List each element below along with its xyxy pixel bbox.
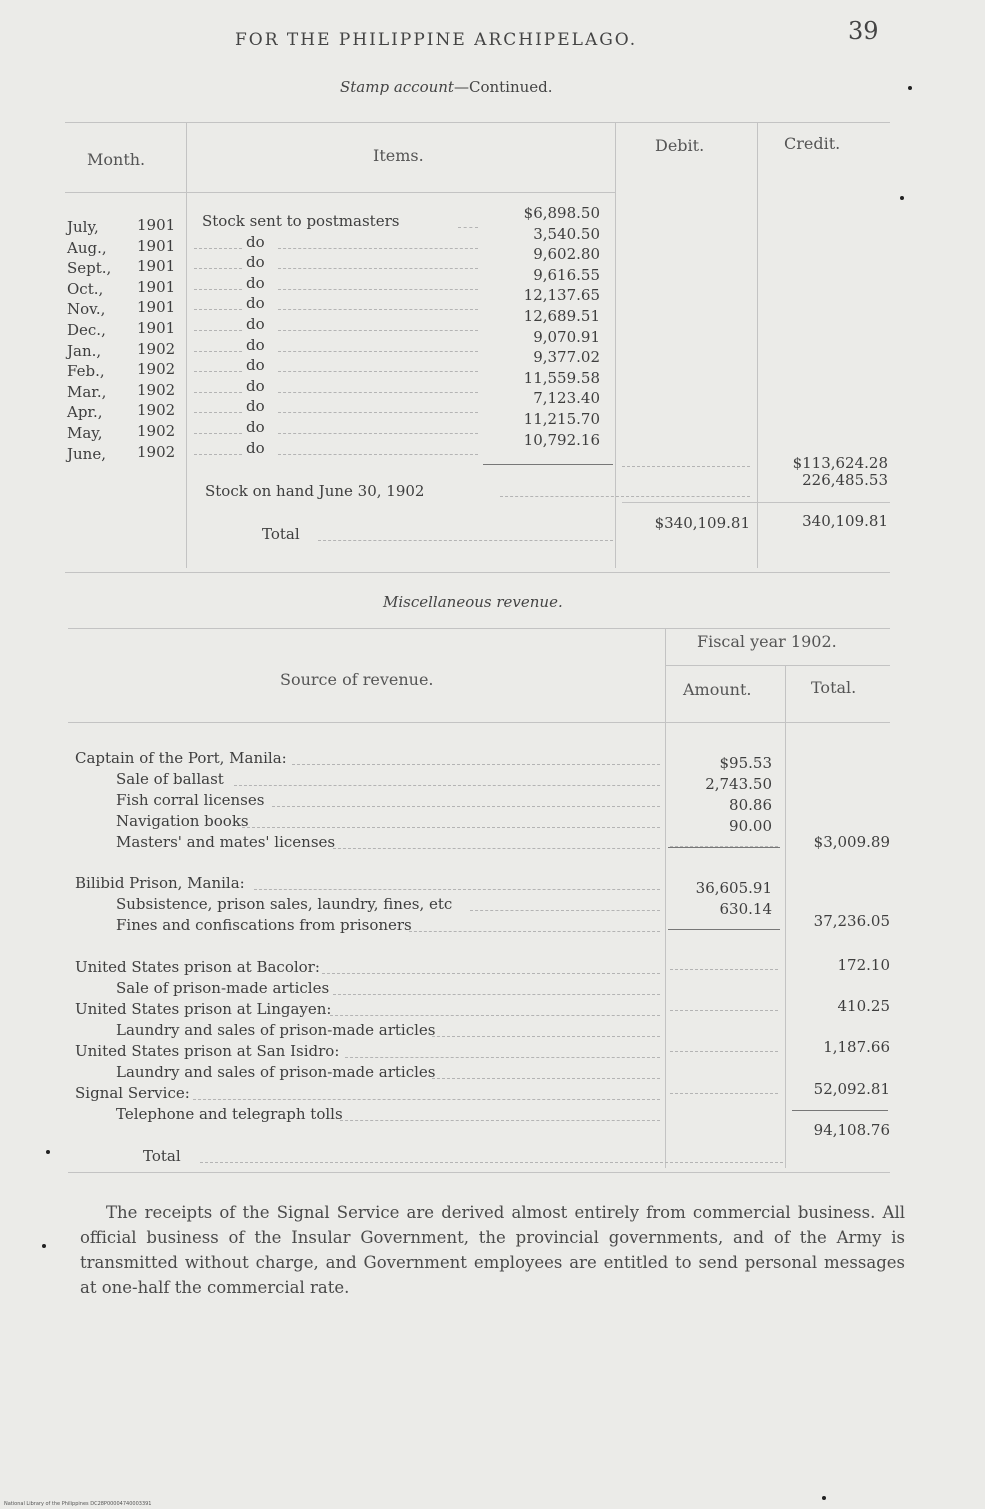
row-year: 1902: [137, 360, 176, 379]
leader-dots: [333, 848, 660, 849]
row-month: June,: [67, 444, 106, 463]
row-item: do: [246, 418, 265, 436]
row-item: do: [246, 376, 265, 395]
leader-dots: [278, 248, 478, 249]
leader-dots: [278, 351, 478, 352]
leader-dots: [234, 785, 660, 786]
misc-total-label: Total: [143, 1147, 181, 1165]
leader-dots: [272, 806, 660, 807]
row-item: do: [246, 335, 265, 354]
row-total: 52,092.81: [813, 1080, 890, 1098]
col-header-amount: Amount.: [683, 680, 752, 699]
row-month: Aug.,: [67, 238, 107, 257]
row-item: do: [246, 356, 265, 375]
row-item: do: [246, 397, 265, 416]
leader-dots: [670, 1093, 778, 1094]
revenue-source: United States prison at Lingayen:: [75, 1000, 332, 1018]
row-total: $3,009.89: [813, 833, 890, 851]
leader-dots: [432, 1078, 660, 1079]
column-divider: [665, 628, 666, 1168]
row-year: 1902: [137, 422, 176, 440]
column-divider: [785, 665, 786, 1168]
row-year: 1901: [137, 319, 176, 337]
leader-dots: [194, 433, 242, 434]
stock-on-hand-label: Stock on hand June 30, 1902: [205, 482, 425, 500]
row-amount: 10,792.16: [523, 430, 600, 449]
revenue-source: Signal Service:: [75, 1084, 190, 1102]
row-year: 1901: [137, 298, 176, 317]
row-amount: 2,743.50: [705, 775, 772, 793]
leader-dots: [254, 889, 660, 890]
leader-dots: [432, 1036, 660, 1037]
row-amount: 11,559.58: [523, 368, 600, 387]
row-total: 37,236.05: [813, 912, 890, 930]
scan-speck: [42, 1244, 46, 1248]
scan-speck: [900, 196, 904, 200]
stock-on-hand-credit: 226,485.53: [802, 471, 888, 489]
revenue-item: Telephone and telegraph tolls: [116, 1105, 343, 1123]
row-total: 172.10: [837, 956, 890, 974]
leader-dots: [670, 1010, 778, 1011]
leader-dots: [409, 931, 660, 932]
leader-dots: [278, 330, 478, 331]
leader-dots: [278, 433, 478, 434]
revenue-item: Masters' and mates' licenses: [116, 833, 336, 851]
row-year: 1902: [137, 339, 176, 358]
leader-dots: [194, 289, 242, 290]
row-amount: 36,605.91: [695, 879, 772, 897]
row-year: 1901: [137, 216, 176, 234]
leader-dots: [242, 827, 660, 828]
row-month: Feb.,: [67, 362, 105, 381]
leader-dots: [318, 540, 613, 541]
running-header: FOR THE PHILIPPINE ARCHIPELAGO.: [235, 30, 638, 50]
leader-dots: [345, 1057, 660, 1058]
row-month: July,: [67, 218, 99, 236]
col-header-fiscal-year: Fiscal year 1902.: [697, 632, 837, 651]
leader-dots: [194, 351, 242, 352]
header-bottom-rule: [68, 722, 890, 723]
leader-dots: [278, 371, 478, 372]
row-amount: 3,540.50: [533, 224, 600, 243]
page-number: 39: [848, 17, 879, 45]
row-amount: 7,123.40: [533, 389, 600, 408]
row-amount: 11,215.70: [523, 410, 600, 428]
table-top-rule: [68, 628, 890, 629]
leader-dots: [194, 309, 242, 310]
row-item: Stock sent to postmasters: [202, 212, 400, 230]
row-amount: 630.14: [719, 900, 772, 918]
revenue-item: Subsistence, prison sales, laundry, fines, etc: [116, 895, 453, 913]
total-rule: [622, 502, 890, 503]
row-month: Jan.,: [67, 341, 102, 360]
leader-dots: [670, 1051, 778, 1052]
leader-dots: [322, 973, 660, 974]
column-divider: [186, 122, 187, 568]
scan-speck: [822, 1496, 826, 1500]
row-amount: $95.53: [719, 754, 772, 772]
leader-dots: [458, 227, 478, 228]
row-amount: $6,898.50: [523, 204, 600, 222]
leader-dots: [340, 1120, 660, 1121]
revenue-source: United States prison at San Isidro:: [75, 1042, 340, 1060]
col-header-debit: Debit.: [655, 136, 705, 155]
misc-total-value: 94,108.76: [813, 1121, 890, 1139]
leader-dots: [622, 466, 750, 467]
row-month: Sept.,: [67, 259, 112, 278]
leader-dots: [278, 309, 478, 310]
row-month: Apr.,: [67, 403, 103, 422]
row-month: Dec.,: [67, 321, 106, 339]
row-year: 1901: [137, 277, 176, 296]
leader-dots: [333, 994, 660, 995]
leader-dots: [670, 969, 778, 970]
row-amount: 12,689.51: [523, 307, 600, 325]
row-year: 1901: [137, 257, 176, 276]
row-amount: 9,377.02: [533, 348, 600, 367]
stamp-caption-rest: —Continued.: [453, 78, 553, 96]
revenue-item: Fish corral licenses: [116, 791, 265, 809]
leader-dots: [194, 371, 242, 372]
leader-dots: [194, 248, 242, 249]
row-year: 1902: [137, 380, 176, 399]
table-bottom-rule: [65, 572, 890, 573]
sum-rule: [668, 847, 780, 848]
col-header-total: Total.: [811, 678, 857, 697]
leader-dots: [194, 454, 242, 455]
row-total: 1,187.66: [823, 1038, 890, 1056]
column-divider: [615, 122, 616, 568]
row-month: Mar.,: [67, 382, 107, 401]
row-amount: 12,137.65: [523, 286, 600, 305]
row-item: do: [246, 253, 265, 272]
row-total: 410.25: [837, 997, 890, 1015]
revenue-source: Captain of the Port, Manila:: [75, 749, 287, 767]
fiscal-header-rule: [665, 665, 890, 666]
row-item: do: [246, 294, 265, 313]
leader-dots: [330, 1015, 660, 1016]
scan-speck: [46, 1150, 50, 1154]
col-header-credit: Credit.: [784, 134, 841, 153]
sum-rule: [483, 464, 613, 465]
leader-dots: [194, 268, 242, 269]
revenue-item: Fines and confiscations from prisoners: [116, 916, 412, 934]
revenue-source: Bilibid Prison, Manila:: [75, 874, 245, 892]
misc-revenue-caption: Miscellaneous revenue.: [383, 593, 563, 611]
sum-rule: [668, 929, 780, 930]
revenue-item: Navigation books: [116, 812, 249, 830]
row-item: do: [246, 232, 265, 251]
row-item: do: [246, 438, 265, 457]
revenue-item: Laundry and sales of prison-made articles: [116, 1063, 436, 1081]
row-amount: 90.00: [729, 817, 772, 835]
closing-paragraph: The receipts of the Signal Service are derived almost entirely from commercial business. All official business of the Insular Government, the provincial governments, and of the Army is transmitted without charge, and Government employees are entitled to send personal messages at one-half the commercial rate.: [80, 1203, 905, 1297]
stamp-total-label: Total: [262, 525, 300, 543]
leader-dots: [193, 1099, 660, 1100]
row-month: Oct.,: [67, 279, 104, 298]
header-bottom-rule: [65, 192, 615, 193]
revenue-item: Sale of ballast: [116, 770, 224, 788]
col-header-items: Items.: [373, 146, 424, 165]
scan-footer: National Library of the Philippines DC28P00004740003391: [4, 1501, 152, 1507]
leader-dots: [194, 392, 242, 393]
row-year: 1902: [137, 442, 176, 461]
leader-dots: [278, 412, 478, 413]
leader-dots: [470, 910, 660, 911]
table-top-rule: [65, 122, 890, 123]
stamp-total-credit: 340,109.81: [802, 512, 888, 530]
leader-dots: [278, 454, 478, 455]
credit-subtotal: $113,624.28: [792, 454, 888, 472]
row-year: 1902: [137, 401, 176, 420]
revenue-item: Laundry and sales of prison-made articles: [116, 1021, 436, 1039]
row-item: do: [246, 315, 265, 333]
leader-dots: [200, 1162, 783, 1163]
row-month: May,: [67, 424, 103, 442]
leader-dots: [194, 412, 242, 413]
row-amount: 80.86: [729, 796, 772, 814]
row-amount: 9,602.80: [533, 245, 600, 264]
leader-dots: [194, 330, 242, 331]
row-year: 1901: [137, 236, 176, 255]
leader-dots: [278, 289, 478, 290]
row-amount: 9,070.91: [533, 327, 600, 346]
col-header-source: Source of revenue.: [280, 670, 434, 689]
revenue-item: Sale of prison-made articles: [116, 979, 330, 997]
row-item: do: [246, 273, 265, 292]
stamp-caption-italic: Stamp account: [340, 78, 454, 96]
row-amount: 9,616.55: [533, 265, 600, 284]
table-bottom-rule: [68, 1172, 890, 1173]
leader-dots: [292, 764, 660, 765]
leader-dots: [500, 496, 750, 497]
leader-dots: [278, 268, 478, 269]
row-month: Nov.,: [67, 300, 106, 319]
col-header-month: Month.: [87, 150, 146, 169]
scan-speck: [908, 86, 912, 90]
stamp-total-debit: $340,109.81: [654, 514, 750, 532]
stamp-account-caption: [340, 78, 553, 96]
leader-dots: [278, 392, 478, 393]
revenue-source: United States prison at Bacolor:: [75, 958, 320, 976]
sum-rule: [792, 1110, 888, 1111]
